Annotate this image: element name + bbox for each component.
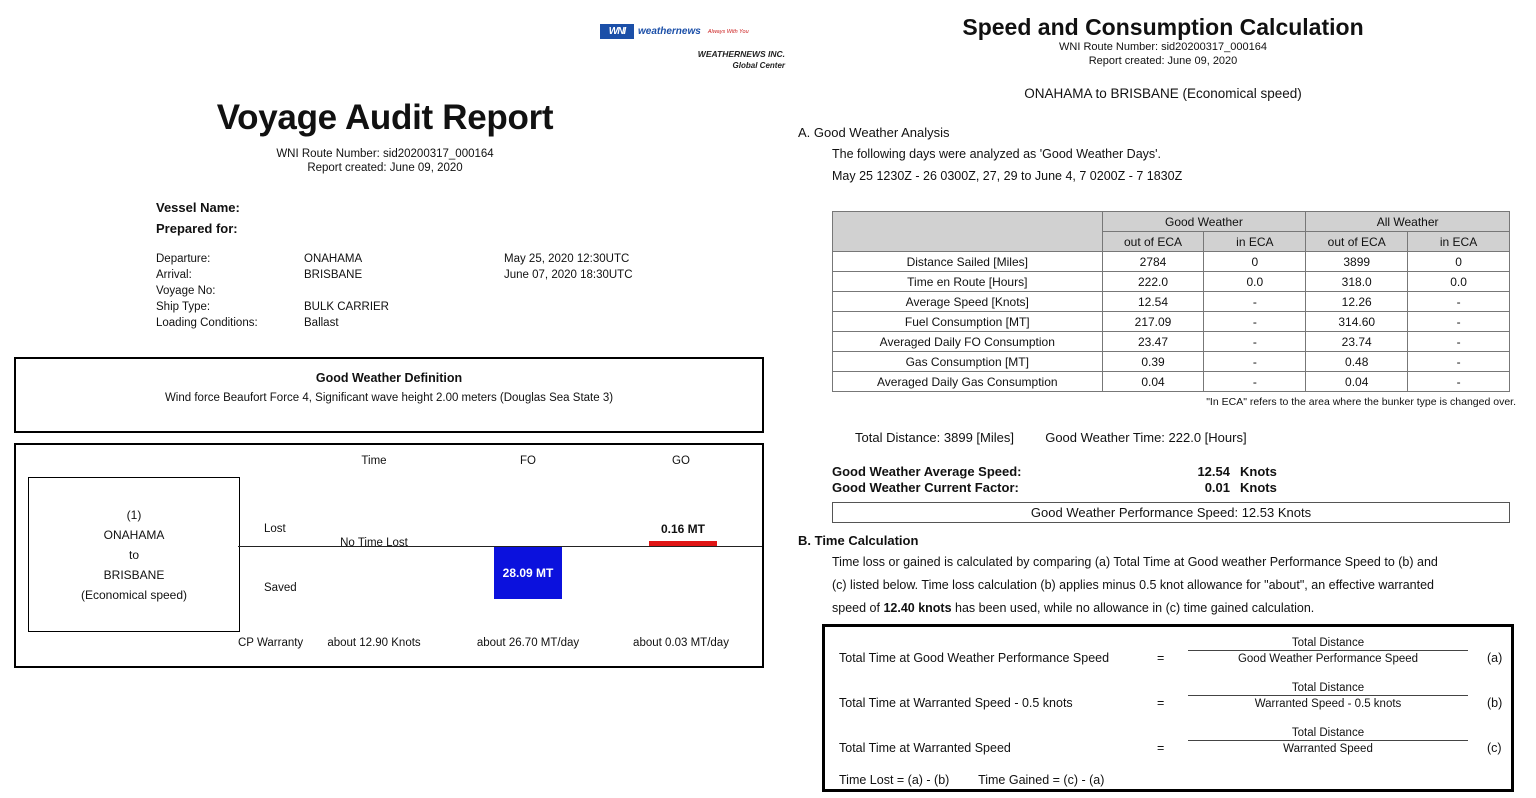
cell-value: 217.09 [1102, 312, 1204, 332]
section-b-line3-post: has been used, while no allowance in (c) time gained calculation. [951, 601, 1315, 615]
table-row [833, 352, 1510, 372]
row-label: Fuel Consumption [MT] [833, 312, 1103, 332]
right-page-title: Speed and Consumption Calculation [962, 14, 1364, 40]
chart-axis-label-lost: Lost [264, 523, 286, 535]
info-date: May 25, 2020 12:30UTC [504, 253, 630, 265]
info-row-ship-type [156, 301, 714, 317]
page-title: Voyage Audit Report [216, 98, 554, 137]
right-voyage-subtitle: ONAHAMA to BRISBANE (Economical speed) [1024, 86, 1302, 101]
route-line-destination: BRISBANE [103, 567, 165, 582]
formula-fraction-b [1184, 682, 1472, 710]
left-route-number: WNI Route Number: sid20200317_000164 [276, 148, 494, 160]
formula-row-c [839, 727, 1503, 772]
formula-footer [839, 773, 1104, 787]
info-label: Ship Type: [156, 301, 211, 313]
cell-value: 23.74 [1306, 332, 1408, 352]
table-group-header-row [833, 212, 1510, 232]
performance-speed-banner: Good Weather Performance Speed: 12.53 Knots [832, 502, 1510, 523]
vessel-info-block [156, 200, 240, 242]
performance-bar-chart [14, 443, 764, 668]
info-value: ONAHAMA [304, 253, 363, 265]
cell-value: 0.0 [1204, 272, 1306, 292]
formula-left-b: Total Time at Warranted Speed - 0.5 knots [839, 696, 1073, 710]
chart-value-label-fo: 28.09 MT [502, 566, 554, 580]
cell-value: - [1408, 372, 1510, 392]
section-a-heading: A. Good Weather Analysis [798, 125, 950, 140]
section-b-line3-pre: speed of [832, 601, 884, 615]
cell-value: 314.60 [1306, 312, 1408, 332]
formula-left-a: Total Time at Good Weather Performance Speed [839, 651, 1110, 665]
formula-equals-b: = [1157, 696, 1165, 710]
table-row [833, 292, 1510, 312]
right-route-number: WNI Route Number: sid20200317_000164 [1059, 41, 1267, 53]
cell-value: - [1204, 312, 1306, 332]
row-label: Average Speed [Knots] [833, 292, 1103, 312]
table-row [833, 252, 1510, 272]
chart-route-label-box [28, 477, 240, 632]
info-value: Ballast [304, 317, 339, 329]
good-weather-definition-title: Good Weather Definition [315, 371, 463, 385]
formula-numerator-a: Total Distance [1291, 637, 1365, 649]
cell-value: - [1408, 292, 1510, 312]
formula-denominator-a: Good Weather Performance Speed [1237, 653, 1419, 665]
section-b-line3 [832, 601, 1314, 615]
cell-value: - [1204, 292, 1306, 312]
route-line-index: (1) [126, 507, 142, 522]
logo-center-name: Global Center [732, 61, 785, 70]
table-group-header-all-weather: All Weather [1306, 212, 1510, 232]
cp-warranty-label: CP Warranty [238, 637, 304, 649]
chart-bar-fo [494, 547, 562, 599]
formula-numerator-c: Total Distance [1291, 727, 1365, 739]
info-row-voyage-no [156, 285, 714, 301]
table-row [833, 312, 1510, 332]
chart-value-label-go: 0.16 MT [660, 522, 705, 536]
section-b-line1: Time loss or gained is calculated by comparing (a) Total Time at Good weather Performance Speed to (b) and [832, 555, 1438, 569]
table-body [833, 252, 1510, 392]
chart-column-header-go: GO [672, 455, 690, 467]
weathernews-logo [600, 24, 800, 70]
info-label: Voyage No: [156, 285, 216, 297]
prepared-for-label: Prepared for: [156, 221, 238, 236]
right-report-created: Report created: June 09, 2020 [1088, 55, 1238, 67]
section-a-line2: May 25 1230Z - 26 0300Z, 27, 29 to June 4, 7 0200Z - 7 1830Z [832, 169, 1183, 183]
totals-line [855, 430, 1247, 445]
wni-logo-icon: WNI [600, 24, 634, 39]
chart-column-header-fo: FO [520, 455, 536, 467]
section-b-line2: (c) listed below. Time loss calculation (b) applies minus 0.5 knot allowance for "about", an effective warranted [832, 578, 1435, 592]
cell-value: 0.04 [1306, 372, 1408, 392]
total-distance: Total Distance: 3899 [Miles] [855, 430, 1014, 445]
chart-column-header-time: Time [361, 455, 387, 467]
logo-company-name: WEATHERNEWS INC. [697, 49, 785, 59]
gw-current-factor-label: Good Weather Current Factor: [832, 480, 1019, 495]
gw-average-speed-label: Good Weather Average Speed: [832, 464, 1022, 479]
table-subheader-gw-out-eca: out of ECA [1102, 232, 1204, 252]
info-value: BRISBANE [304, 269, 363, 281]
row-label: Averaged Daily FO Consumption [833, 332, 1103, 352]
left-report-created: Report created: June 09, 2020 [307, 162, 463, 174]
gw-average-speed-unit: Knots [1240, 464, 1277, 479]
row-label: Gas Consumption [MT] [833, 352, 1103, 372]
formula-equals-c: = [1157, 741, 1165, 755]
row-label: Averaged Daily Gas Consumption [833, 372, 1103, 392]
table-subheader-gw-in-eca: in ECA [1204, 232, 1306, 252]
info-label: Loading Conditions: [156, 317, 258, 329]
formula-row-a [839, 637, 1503, 682]
cp-warranty-time: about 12.90 Knots [327, 637, 421, 649]
info-date: June 07, 2020 18:30UTC [504, 269, 633, 281]
table-row [833, 332, 1510, 352]
consumption-table [832, 211, 1510, 392]
cell-value: 23.47 [1102, 332, 1204, 352]
route-line-speed-mode: (Economical speed) [80, 587, 188, 602]
cell-value: 12.26 [1306, 292, 1408, 312]
formula-tag-b: (b) [1487, 696, 1503, 710]
time-gained-formula: Time Gained = (c) - (a) [978, 773, 1105, 787]
table-row [833, 272, 1510, 292]
cell-value: 0.04 [1102, 372, 1204, 392]
row-label: Distance Sailed [Miles] [833, 252, 1103, 272]
info-row-arrival [156, 269, 714, 285]
table-corner-cell [833, 212, 1103, 252]
time-lost-formula: Time Lost = (a) - (b) [839, 773, 950, 787]
row-label: Time en Route [Hours] [833, 272, 1103, 292]
info-value: BULK CARRIER [304, 301, 389, 313]
formula-denominator-b: Warranted Speed - 0.5 knots [1254, 698, 1402, 710]
good-weather-time: Good Weather Time: 222.0 [Hours] [1045, 430, 1247, 445]
formula-denominator-c: Warranted Speed [1283, 743, 1373, 755]
info-label: Arrival: [156, 269, 192, 281]
route-line-to: to [128, 547, 139, 562]
info-row-departure [156, 253, 714, 269]
cell-value: 0 [1408, 252, 1510, 272]
eca-footnote: "In ECA" refers to the area where the bunker type is changed over. [1206, 396, 1516, 408]
cell-value: 0.39 [1102, 352, 1204, 372]
formula-tag-a: (a) [1487, 651, 1503, 665]
section-a-line1: The following days were analyzed as 'Good Weather Days'. [832, 147, 1162, 161]
logo-wordmark: weathernews [638, 26, 701, 37]
cell-value: 0.48 [1306, 352, 1408, 372]
cell-value: 3899 [1306, 252, 1408, 272]
cell-value: 0 [1204, 252, 1306, 272]
logo-row [600, 24, 800, 39]
gw-current-factor-unit: Knots [1240, 480, 1277, 495]
voyage-info-grid [156, 253, 714, 333]
table-subheader-aw-out-eca: out of ECA [1306, 232, 1408, 252]
cell-value: - [1204, 372, 1306, 392]
formula-box [822, 624, 1514, 792]
cell-value: 2784 [1102, 252, 1204, 272]
route-line-origin: ONAHAMA [103, 527, 165, 542]
formula-left-c: Total Time at Warranted Speed [839, 741, 1011, 755]
table-group-header-good-weather: Good Weather [1102, 212, 1306, 232]
table-head [833, 212, 1510, 252]
cell-value: - [1408, 312, 1510, 332]
good-weather-definition-box [14, 357, 764, 433]
section-b-heading: B. Time Calculation [798, 533, 919, 548]
chart-axis-label-saved: Saved [264, 582, 297, 594]
cell-value: 12.54 [1102, 292, 1204, 312]
formula-fraction-a [1184, 637, 1472, 665]
formula-numerator-b: Total Distance [1291, 682, 1365, 694]
info-label: Departure: [156, 253, 211, 265]
cell-value: - [1204, 332, 1306, 352]
logo-tagline: Always With You [707, 28, 749, 35]
chart-bar-go [649, 541, 717, 546]
cell-value: - [1408, 352, 1510, 372]
cp-warranty-go: about 0.03 MT/day [633, 637, 729, 649]
table-row [833, 372, 1510, 392]
cell-value: 0.0 [1408, 272, 1510, 292]
warranted-speed-value: 12.40 knots [883, 601, 952, 615]
formula-tag-c: (c) [1487, 741, 1502, 755]
formula-fraction-c [1184, 727, 1472, 755]
cell-value: - [1408, 332, 1510, 352]
table-subheader-aw-in-eca: in ECA [1408, 232, 1510, 252]
good-weather-definition-text: Wind force Beaufort Force 4, Significant wave height 2.00 meters (Douglas Sea State 3) [164, 392, 614, 404]
formula-row-b [839, 682, 1503, 727]
gw-current-factor-value: 0.01 [1204, 480, 1230, 495]
chart-value-label-time: No Time Lost [340, 537, 408, 549]
gw-average-speed-value: 12.54 [1197, 464, 1230, 479]
vessel-name-label: Vessel Name: [156, 200, 240, 215]
cell-value: 222.0 [1102, 272, 1204, 292]
info-row-loading-conditions [156, 317, 714, 333]
formula-equals-a: = [1157, 651, 1165, 665]
cell-value: - [1204, 352, 1306, 372]
cp-warranty-fo: about 26.70 MT/day [476, 637, 580, 649]
cell-value: 318.0 [1306, 272, 1408, 292]
